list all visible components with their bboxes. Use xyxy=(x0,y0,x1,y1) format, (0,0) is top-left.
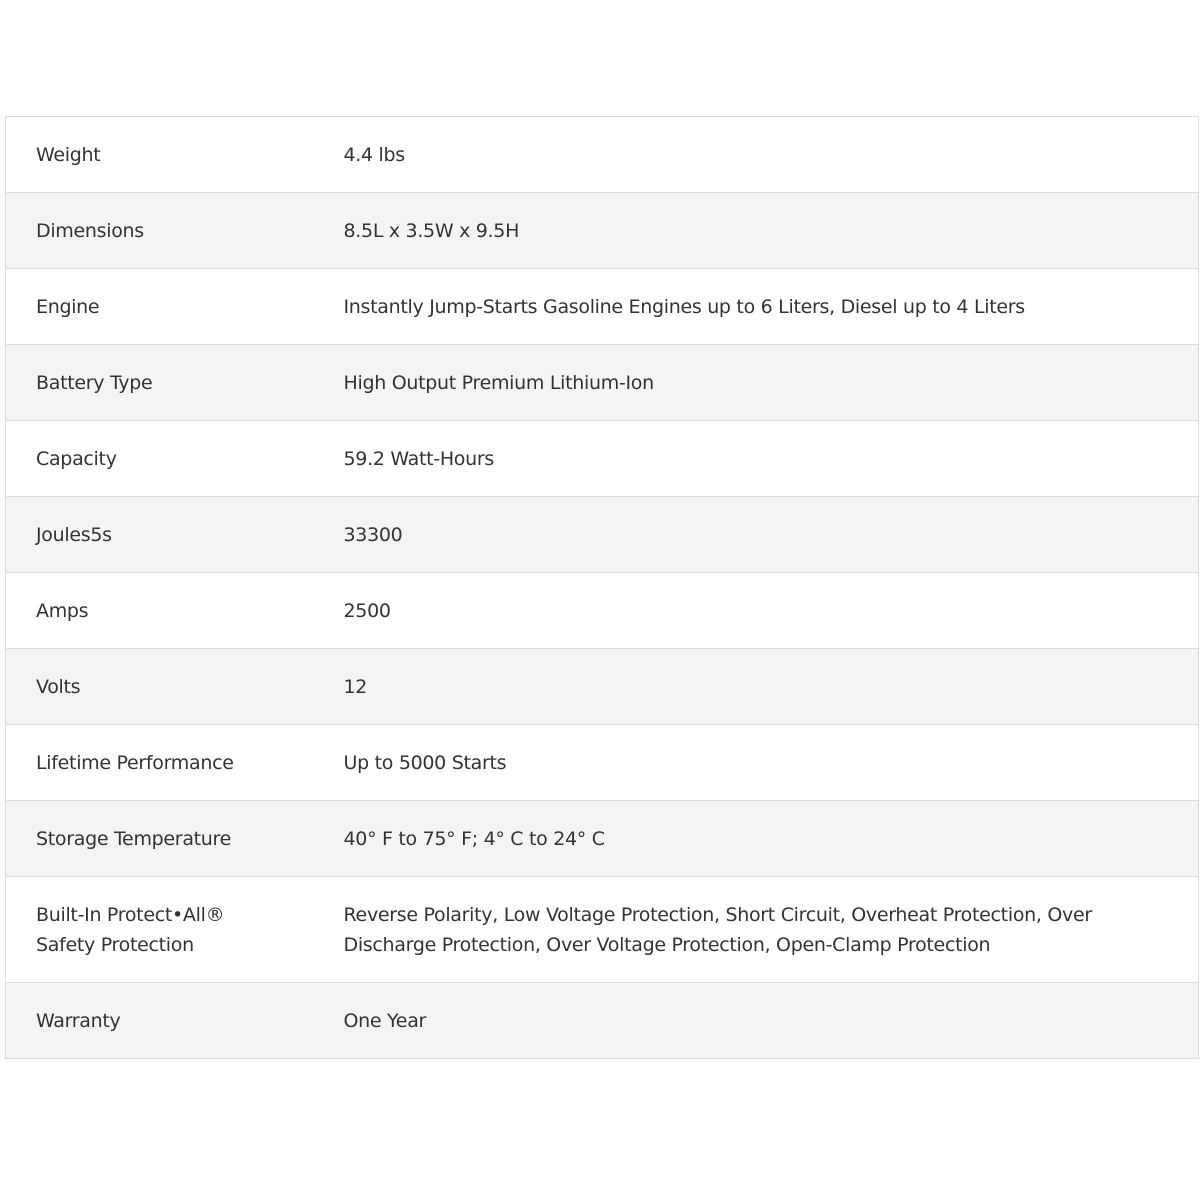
spec-label-safety-protection: Built-In Protect•All® Safety Protection xyxy=(6,877,314,983)
specifications-table xyxy=(5,116,1199,1059)
spec-value-engine: Instantly Jump-Starts Gasoline Engines up to 6 Liters, Diesel up to 4 Liters xyxy=(314,269,1199,345)
spec-label-capacity: Capacity xyxy=(6,421,314,497)
spec-value-dimensions: 8.5L x 3.5W x 9.5H xyxy=(314,193,1199,269)
spec-value-weight: 4.4 lbs xyxy=(314,117,1199,193)
spec-label-warranty: Warranty xyxy=(6,983,314,1059)
spec-label-weight: Weight xyxy=(6,117,314,193)
table-row xyxy=(6,983,1199,1059)
table-row xyxy=(6,421,1199,497)
table-row xyxy=(6,801,1199,877)
table-row xyxy=(6,193,1199,269)
table-row xyxy=(6,573,1199,649)
spec-value-capacity: 59.2 Watt-Hours xyxy=(314,421,1199,497)
spec-value-battery-type: High Output Premium Lithium-Ion xyxy=(314,345,1199,421)
table-row xyxy=(6,877,1199,983)
spec-label-battery-type: Battery Type xyxy=(6,345,314,421)
table-row xyxy=(6,497,1199,573)
table-row xyxy=(6,117,1199,193)
spec-label-volts: Volts xyxy=(6,649,314,725)
spec-value-storage-temperature: 40° F to 75° F; 4° C to 24° C xyxy=(314,801,1199,877)
spec-value-lifetime-performance: Up to 5000 Starts xyxy=(314,725,1199,801)
table-row xyxy=(6,649,1199,725)
spec-value-safety-protection: Reverse Polarity, Low Voltage Protection, Short Circuit, Overheat Protection, Over Discharge Protection, Over Voltage Protection, Open-Clamp Protection xyxy=(314,877,1199,983)
spec-value-joules: 33300 xyxy=(314,497,1199,573)
spec-label-engine: Engine xyxy=(6,269,314,345)
spec-label-joules: Joules5s xyxy=(6,497,314,573)
spec-label-dimensions: Dimensions xyxy=(6,193,314,269)
spec-value-volts: 12 xyxy=(314,649,1199,725)
table-row xyxy=(6,269,1199,345)
table-row xyxy=(6,345,1199,421)
spec-value-warranty: One Year xyxy=(314,983,1199,1059)
spec-label-storage-temperature: Storage Temperature xyxy=(6,801,314,877)
spec-value-amps: 2500 xyxy=(314,573,1199,649)
spec-label-amps: Amps xyxy=(6,573,314,649)
table-row xyxy=(6,725,1199,801)
spec-label-lifetime-performance: Lifetime Performance xyxy=(6,725,314,801)
